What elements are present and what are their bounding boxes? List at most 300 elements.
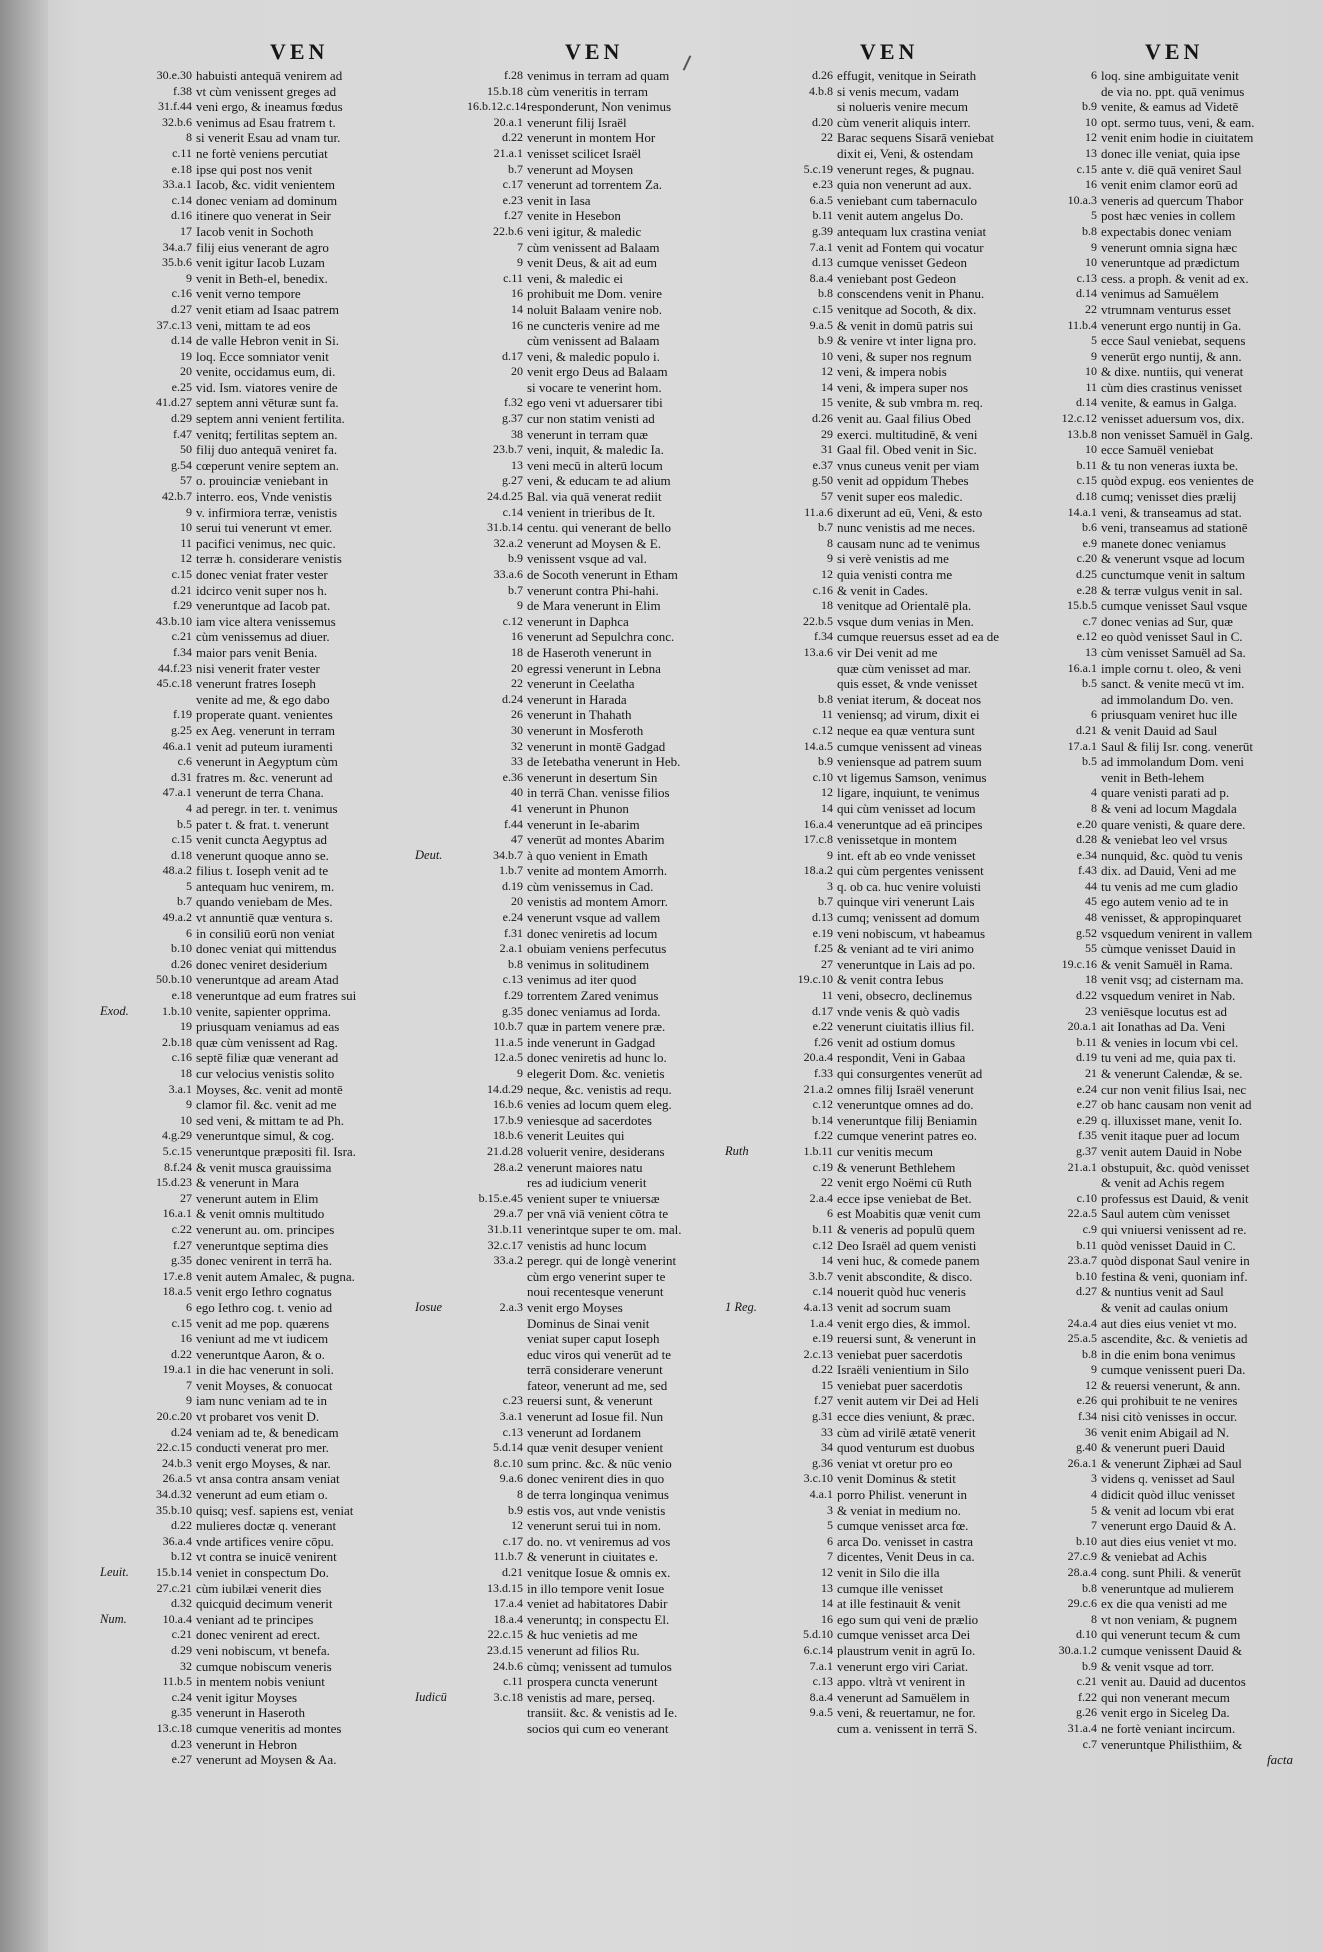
entry-text: vt non veniam, & pugnem [1101,1611,1238,1627]
entry-text: venerunt in montē Gadgad [527,738,666,754]
entry-text: professus est Dauid, & venit [1101,1190,1249,1206]
concordance-entry [415,364,760,380]
book-name [100,1643,136,1659]
entry-text: expectabis donec veniam [1101,223,1232,239]
verse-reference: 16 [180,1331,192,1346]
book-name [415,598,467,614]
verse-reference: f.33 [814,1066,833,1080]
concordance-entry [1035,1471,1323,1487]
concordance-entry [725,598,1070,614]
concordance-entry [725,1004,1070,1020]
book-name [415,832,467,848]
entry-text: cunctumque venit in saltum [1101,567,1246,582]
verse-reference: 9 [186,504,192,519]
verse-reference: g.37 [1076,1143,1097,1158]
verse-reference: d.29 [171,1642,192,1657]
book-name [100,1440,136,1456]
verse-reference: 15.d.23 [156,1175,192,1190]
verse-reference: 5.c.19 [803,161,833,176]
concordance-entry [100,614,430,630]
entry-text: vnus cuneus venit per viam [837,457,980,473]
concordance-entry [1035,801,1323,817]
book-name [725,1238,777,1254]
concordance-entry [725,333,1070,349]
verse-reference: 5 [186,878,192,893]
verse-reference: 15.b.14 [156,1565,192,1579]
concordance-entry [100,1534,430,1550]
entry-text: donec venirent dies in quo [527,1471,665,1487]
entry-text: quia venisti contra me [837,567,953,582]
entry-text: quia non venerunt ad aux. [837,177,972,193]
verse-reference: g.35 [171,1253,192,1268]
book-name [100,442,136,458]
book-name [100,286,136,302]
concordance-entry [415,162,760,178]
entry-text: venit Deus, & ait ad eum [527,255,657,271]
concordance-entry [725,661,1070,677]
book-name [415,1534,467,1550]
concordance-entry [725,1690,1070,1706]
concordance-entry [725,1456,1070,1472]
verse-reference: 1.b.11 [803,1143,833,1158]
book-name [415,240,467,256]
verse-reference: b.5 [177,816,192,831]
book-name [415,458,467,474]
verse-reference: c.15 [1076,473,1097,488]
concordance-entry [100,115,430,131]
verse-reference: 22 [821,1175,833,1190]
concordance-entry [100,1160,430,1176]
verse-reference: 12 [1085,130,1097,145]
entry-text: donec veniret desiderium [196,956,328,972]
running-head: VEN [565,40,624,64]
concordance-entry [415,1362,760,1378]
book-name [100,255,136,271]
concordance-entry [415,1066,760,1082]
book-name [725,349,777,365]
book-name [100,598,136,614]
verse-reference: d.22 [812,1362,833,1377]
entry-text: venerunt filij Israël [527,114,627,130]
entry-text: venite, & eamus in Galga. [1101,395,1237,411]
concordance-entry [1035,240,1323,256]
concordance-entry [1035,1097,1323,1113]
concordance-entry [415,520,760,536]
verse-reference: 17.c.8 [803,832,833,847]
verse-reference: b.7 [508,582,523,597]
verse-reference: b.11 [1076,1237,1097,1252]
concordance-entry [100,1612,430,1628]
verse-reference: 7.a.1 [809,1658,833,1673]
verse-reference: e.25 [171,379,192,394]
entry-text: vnde venis & quò vadis [837,1003,960,1019]
book-name [725,1643,777,1659]
column-3 [725,40,1070,1940]
book-name [725,1004,777,1020]
entry-text: venit etiam ad Isaac patrem [196,301,339,317]
entry-text: venit ad Fontem qui vocatur [837,239,984,255]
entry-text: vt cùm venissent greges ad [196,83,337,99]
entry-text: maior pars venit Benia. [196,644,318,660]
verse-reference [467,1378,527,1394]
verse-reference: e.23 [812,177,833,192]
book-name [725,894,777,910]
concordance-entry [415,1471,760,1487]
verse-reference: 16.a.1 [162,1206,192,1221]
concordance-entry [725,1144,1070,1160]
verse-reference: c.12 [812,1237,833,1252]
verse-reference: 8.c.10 [493,1455,523,1470]
entry-text: veneruntque omnes ad do. [837,1097,974,1113]
concordance-entry [415,99,760,115]
verse-reference: c.13 [1076,270,1097,285]
concordance-entry [1035,1300,1323,1316]
verse-reference: 9 [827,847,833,862]
entry-text: socios qui cum eo venerant [527,1720,669,1736]
book-name [415,1612,467,1628]
entry-text: venit in Silo die illa [837,1565,940,1580]
book-name [415,661,467,677]
entry-text: veni igitur, & maledic [527,223,642,239]
verse-reference: b.9 [508,1502,523,1517]
concordance-entry [100,473,430,489]
entry-text: Iacob venit in Sochoth [196,223,314,239]
book-name [415,941,467,957]
book-name [415,1487,467,1503]
entry-text: in consiliū eorū non veniat [196,925,335,941]
verse-reference: 14.a.5 [803,738,833,753]
entry-text: cùm veneritis in terram [527,83,648,99]
book-name [725,583,777,599]
verse-reference: 10 [1085,442,1097,457]
book-name [100,1674,136,1690]
entry-text: venit in Iasa [527,192,591,208]
verse-reference: 13.b.8 [1067,426,1097,441]
entry-text: si venis mecum, vadam [837,83,960,99]
concordance-entry [725,162,1070,178]
verse-reference: 3 [827,878,833,893]
concordance-entry [415,68,760,84]
entry-text: q. illuxisset mane, venit Io. [1101,1112,1243,1128]
verse-reference: 27 [821,956,833,971]
book-name [415,1331,467,1347]
entry-text: veneruntque simul, & cog. [196,1128,335,1144]
book-name [100,1347,136,1363]
book-name [100,162,136,178]
entry-text: venite, & eamus ad Videtē [1101,99,1239,115]
concordance-entry [725,240,1070,256]
verse-reference [1035,692,1101,708]
entry-text: & veniebat ad Achis [1101,1549,1207,1565]
entry-text: ne fortè veniant incircum. [1101,1720,1236,1736]
entry-text: donec veniat qui mittendus [196,941,337,957]
verse-reference: 14.d.29 [487,1081,523,1096]
book-name [100,1300,136,1316]
book-name [100,910,136,926]
verse-reference [467,1362,527,1378]
entry-text: quando veniebam de Mes. [196,894,333,910]
concordance-entry [725,941,1070,957]
entry-text: ne fortè veniens percutiat [196,145,328,161]
verse-reference: 16 [1085,177,1097,192]
verse-reference: 10.b.7 [493,1019,523,1034]
entry-list [1035,68,1323,1752]
book-name [415,676,467,692]
entry-text: & venit in Cades. [837,582,928,598]
concordance-entry [725,1284,1070,1300]
verse-reference: e.27 [1076,1097,1097,1112]
verse-reference: 20 [511,364,523,379]
concordance-entry [1035,395,1323,411]
verse-reference: c.15 [171,832,192,847]
verse-reference: d.20 [812,114,833,129]
verse-reference: c.21 [171,629,192,644]
book-name [725,286,777,302]
verse-reference: b.15.e.45 [478,1190,523,1205]
entry-text: & reuersi venerunt, & ann. [1101,1377,1241,1393]
verse-reference: 6.a.5 [809,192,833,207]
verse-reference: 16.a.4 [803,816,833,831]
entry-text: venit ergo dies, & immol. [837,1315,971,1331]
entry-text: voluerit venire, desiderans [527,1143,665,1159]
verse-reference: b.8 [818,286,833,301]
concordance-entry [725,972,1070,988]
book-name [100,99,136,115]
book-name: Exod. [100,1003,129,1018]
book-name [415,1503,467,1519]
verse-reference: 24.d.25 [487,489,523,504]
concordance-entry [100,957,430,973]
book-name [100,879,136,895]
book-name [100,271,136,287]
concordance-entry [415,302,760,318]
entry-text: venerunt vsque ad vallem [527,910,661,926]
verse-reference: 16 [511,629,523,644]
concordance-entry [415,193,760,209]
verse-reference: d.18 [171,847,192,862]
concordance-entry [1035,1503,1323,1519]
concordance-entry [725,193,1070,209]
verse-reference: d.24 [502,691,523,706]
book-name [100,240,136,256]
verse-reference: g.27 [502,473,523,488]
verse-reference: 41.d.27 [156,395,192,410]
concordance-entry [725,1596,1070,1612]
book-name [100,1050,136,1066]
verse-reference: 19.c.10 [797,972,833,987]
entry-text: exerci. multitudinē, & veni [837,426,978,442]
concordance-entry [415,240,760,256]
concordance-entry [1035,661,1323,677]
entry-text: venitque ad Orientalē pla. [837,598,972,614]
verse-reference: 8.f.24 [164,1159,192,1174]
book-name [725,177,777,193]
book-name [725,115,777,131]
entry-text: & veneris ad populū quem [837,1221,975,1237]
verse-reference: e.20 [1076,816,1097,831]
entry-text: quòd disponat Saul venire in [1101,1253,1250,1269]
entry-text: sed veni, & mittam te ad Ph. [196,1112,345,1128]
book-name [725,723,777,739]
entry-text: reuersi sunt, & venerunt in [837,1331,976,1347]
concordance-entry [100,739,430,755]
verse-reference: g.40 [1076,1440,1097,1455]
book-name [725,676,777,692]
concordance-entry [100,427,430,443]
concordance-entry [725,1362,1070,1378]
entry-text: venerunt de terra Chana. [196,785,324,801]
book-name [725,162,777,178]
entry-text: veni ergo, & ineamus fœdus [196,99,343,115]
entry-text: venite in Hesebon [527,208,621,224]
concordance-entry [1035,1581,1323,1597]
book-name [415,162,467,178]
verse-reference: c.21 [1076,1674,1097,1689]
book-name [100,1534,136,1550]
concordance-entry [415,567,760,583]
verse-reference: e.12 [1076,629,1097,644]
concordance-entry [1035,707,1323,723]
concordance-entry [100,848,430,864]
book-name [100,785,136,801]
verse-reference: f.29 [173,598,192,613]
book-name [100,1362,136,1378]
entry-text: veni, inquit, & maledic Ia. [527,442,664,458]
entry-list [100,68,430,1768]
book-name [415,1393,467,1409]
entry-text: pater t. & frat. t. venerunt [196,816,329,832]
entry-text: cumque veneritis ad montes [196,1720,342,1736]
concordance-entry [100,1378,430,1394]
book-name [100,661,136,677]
entry-text: venit au. Dauid ad ducentos [1101,1674,1246,1690]
entry-text: venitque Iosue & omnis ex. [527,1565,671,1580]
verse-reference: 13.c.18 [156,1720,192,1735]
concordance-entry [415,941,760,957]
book-name [100,1066,136,1082]
concordance-entry [1035,1674,1323,1690]
running-head: VEN [860,40,919,64]
verse-reference [467,333,527,349]
verse-reference: 12 [1085,1377,1097,1392]
entry-text: & venerunt Calendæ, & se. [1101,1066,1243,1081]
concordance-entry [100,551,430,567]
entry-text: porro Philist. venerunt in [837,1487,967,1503]
concordance-entry [1035,754,1323,770]
book-name [415,1596,467,1612]
entry-text: venimus ad iter quod [527,972,637,988]
concordance-entry [725,146,1070,162]
verse-reference: b.10 [1076,1268,1097,1283]
entry-text: venerunt in Haseroth [196,1705,306,1721]
entry-text: & venit Dauid ad Saul [1101,722,1218,738]
verse-reference [467,1721,527,1737]
entry-text: ego sum qui veni de prælio [837,1611,979,1627]
entry-text: venerunt in desertum Sin [527,769,658,785]
verse-reference: 8 [1091,1611,1097,1626]
concordance-entry [100,1690,430,1706]
concordance-entry [100,489,430,505]
book-name [415,1627,467,1643]
concordance-entry [725,473,1070,489]
concordance-entry [100,1050,430,1066]
concordance-entry [100,879,430,895]
entry-text: vid. Ism. viatores venire de [196,379,338,395]
entry-text: nunquid, &c. quòd tu venis [1101,847,1243,863]
verse-reference: 10.a.4 [162,1611,192,1626]
concordance-entry [415,1004,760,1020]
entry-text: peregr. qui de longè venerint [527,1253,677,1269]
concordance-entry [725,801,1070,817]
concordance-entry [725,1659,1070,1675]
entry-text: pacifici venimus, nec quic. [196,535,336,551]
verse-reference: 28.a.2 [493,1159,523,1174]
verse-reference [467,380,527,396]
book-name [725,848,777,864]
entry-text: veneruntque Aaron, & o. [196,1346,325,1362]
entry-text: si venerit Esau ad vnam tur. [196,130,341,146]
verse-reference: e.26 [1076,1393,1097,1408]
verse-reference [467,1331,527,1347]
book-name [415,1362,467,1378]
entry-text: qui consurgentes venerūt ad [837,1066,983,1081]
entry-text: cum a. venissent in terrā S. [837,1720,978,1736]
book-name [725,972,777,988]
verse-reference: d.10 [1076,1627,1097,1642]
book-name [725,318,777,334]
concordance-entry [1035,1238,1323,1254]
book-name [725,1440,777,1456]
verse-reference: 18.b.6 [493,1128,523,1143]
book-name [725,442,777,458]
concordance-entry [415,910,760,926]
entry-text: de Ietebatha venerunt in Heb. [527,754,681,770]
concordance-entry [1035,1113,1323,1129]
verse-reference: b.10 [171,941,192,956]
concordance-entry [1035,1284,1323,1300]
concordance-entry [1035,146,1323,162]
concordance-entry [1035,676,1323,692]
entry-text: venerūt ad montes Abarim [527,832,665,848]
entry-text: venitque ad Socoth, & dix. [837,301,977,317]
entry-text: venite ad me, & ego dabo [196,691,330,707]
concordance-entry [415,817,760,833]
book-name [415,380,467,396]
concordance-entry [725,1019,1070,1035]
entry-text: tu veni ad me, quia pax ti. [1101,1050,1237,1066]
entry-text: cumque nobiscum veneris [196,1658,332,1674]
entry-text: non venisset Samuël in Galg. [1101,426,1254,442]
entry-text: & venerunt in Mara [196,1175,299,1191]
entry-text: veneruntque ad Iacob pat. [196,598,331,614]
entry-text: venit autem Dauid in Nobe [1101,1143,1242,1159]
book-name [725,146,777,162]
book-name [415,957,467,973]
concordance-entry [100,1721,430,1737]
verse-reference: 11.b.4 [1067,317,1097,332]
book-name [725,629,777,645]
concordance-entry [100,1019,430,1035]
verse-reference: 12.a.5 [493,1050,523,1065]
verse-reference: c.23 [502,1393,523,1408]
concordance-entry [1035,1175,1323,1191]
entry-text: veni, & maledic ei [527,270,624,286]
book-name [725,1596,777,1612]
concordance-entry [415,1300,760,1316]
entry-text: ante v. diē quā veniret Saul [1101,161,1242,177]
entry-text: veniam ad te, & benedicam [196,1424,339,1440]
book-name [100,1160,136,1176]
